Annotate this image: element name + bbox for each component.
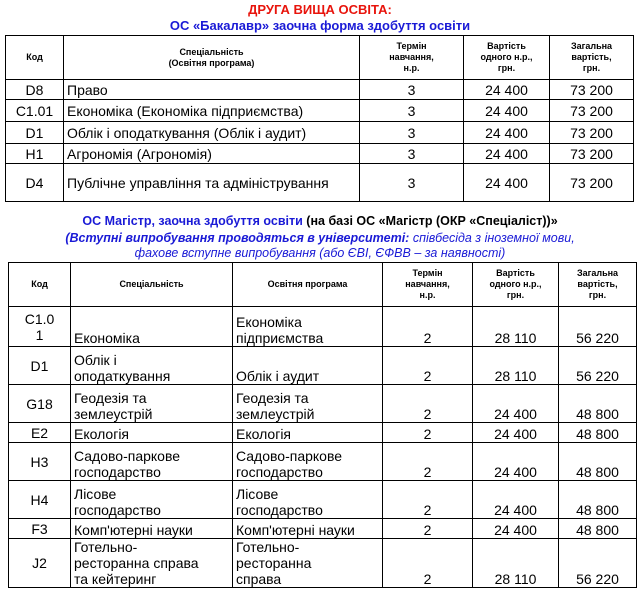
cell-cost: 24 400	[464, 122, 550, 144]
cell-term: 3	[360, 144, 464, 164]
bachelor-table	[5, 35, 634, 202]
cell-specialty: Економіка	[71, 307, 233, 347]
header-term: Термін навчання, н.р.	[383, 263, 473, 307]
cell-code: D4	[6, 164, 64, 202]
table-row	[6, 122, 634, 144]
cell-cost: 28 110	[473, 307, 559, 347]
cell-term: 2	[383, 347, 473, 385]
cell-program: Комп'ютерні науки	[233, 519, 383, 539]
cell-term: 2	[383, 481, 473, 519]
cell-cost: 24 400	[464, 100, 550, 122]
cell-specialty: Агрономія (Агрономія)	[64, 144, 360, 164]
bachelor-table-header	[6, 36, 634, 80]
cell-total: 56 220	[559, 307, 637, 347]
cell-code: D1	[9, 347, 71, 385]
cell-specialty: Право	[64, 80, 360, 100]
master-section-title: ОС Магістр, заочна здобуття освіти (на базі ОС «Магістр (ОКР «Спеціаліст))»	[82, 214, 558, 228]
cell-code: C1.0 1	[9, 307, 71, 347]
cell-program: Економіка підприємства	[233, 307, 383, 347]
cell-total: 48 800	[559, 443, 637, 481]
master-table	[8, 262, 637, 588]
header-cost: Вартість одного н.р., грн.	[473, 263, 559, 307]
table-row	[9, 443, 637, 481]
header-total: Загальна вартість, грн.	[550, 36, 634, 80]
cell-code: H3	[9, 443, 71, 481]
cell-code: H1	[6, 144, 64, 164]
cell-specialty: Облік і оподаткування (Облік і аудит)	[64, 122, 360, 144]
cell-cost: 24 400	[473, 519, 559, 539]
header-code: Код	[9, 263, 71, 307]
cell-cost: 24 400	[473, 385, 559, 423]
cell-term: 2	[383, 539, 473, 588]
cell-term: 2	[383, 423, 473, 443]
cell-term: 3	[360, 100, 464, 122]
cell-total: 56 220	[559, 347, 637, 385]
header-total: Загальна вартість, грн.	[559, 263, 637, 307]
cell-cost: 28 110	[473, 539, 559, 588]
header-cost: Вартість одного н.р., грн.	[464, 36, 550, 80]
cell-code: F3	[9, 519, 71, 539]
cell-specialty: Облік і оподаткування	[71, 347, 233, 385]
cell-cost: 24 400	[464, 144, 550, 164]
table-row	[9, 307, 637, 347]
table-row	[9, 385, 637, 423]
cell-code: C1.01	[6, 100, 64, 122]
cell-term: 3	[360, 164, 464, 202]
cell-specialty: Економіка (Економіка підприємства)	[64, 100, 360, 122]
cell-cost: 28 110	[473, 347, 559, 385]
cell-program: Садово-паркове господарство	[233, 443, 383, 481]
cell-term: 2	[383, 307, 473, 347]
cell-total: 73 200	[550, 100, 634, 122]
table-row	[9, 423, 637, 443]
cell-program: Облік і аудит	[233, 347, 383, 385]
cell-total: 48 800	[559, 481, 637, 519]
cell-term: 2	[383, 519, 473, 539]
cell-cost: 24 400	[473, 423, 559, 443]
cell-specialty: Комп'ютерні науки	[71, 519, 233, 539]
cell-specialty: Садово-паркове господарство	[71, 443, 233, 481]
master-section-note: (Вступні випробування проводяться в університеті: співбесіда з іноземної мови, фахове вступне випробування (або ЄВІ, ЄФВВ – за наявності)	[65, 231, 575, 260]
cell-cost: 24 400	[464, 164, 550, 202]
cell-term: 2	[383, 385, 473, 423]
cell-specialty: Екологія	[71, 423, 233, 443]
cell-specialty: Публічне управління та адміністрування	[64, 164, 360, 202]
header-term: Термін навчання, н.р.	[360, 36, 464, 80]
cell-total: 73 200	[550, 164, 634, 202]
cell-total: 73 200	[550, 144, 634, 164]
cell-total: 48 800	[559, 385, 637, 423]
cell-cost: 24 400	[473, 481, 559, 519]
cell-term: 2	[383, 443, 473, 481]
cell-code: E2	[9, 423, 71, 443]
cell-total: 73 200	[550, 80, 634, 100]
table-row	[6, 80, 634, 100]
cell-program: Геодезія та землеустрій	[233, 385, 383, 423]
table-row	[6, 164, 634, 202]
cell-code: H4	[9, 481, 71, 519]
cell-code: G18	[9, 385, 71, 423]
header-specialty: Спеціальність (Освітня програма)	[64, 36, 360, 80]
cell-term: 3	[360, 80, 464, 100]
cell-cost: 24 400	[473, 443, 559, 481]
cell-code: D8	[6, 80, 64, 100]
table-row	[9, 347, 637, 385]
table-row	[9, 519, 637, 539]
header-code: Код	[6, 36, 64, 80]
header-specialty: Спеціальність	[71, 263, 233, 307]
table-row	[9, 481, 637, 519]
cell-term: 3	[360, 122, 464, 144]
cell-total: 48 800	[559, 519, 637, 539]
cell-code: D1	[6, 122, 64, 144]
table-row	[6, 100, 634, 122]
master-table-header	[9, 263, 637, 307]
heading-bachelor-form: ОС «Бакалавр» заочна форма здобуття освіти	[169, 18, 471, 33]
cell-specialty: Геодезія та землеустрій	[71, 385, 233, 423]
cell-total: 73 200	[550, 122, 634, 144]
cell-program: Лісове господарство	[233, 481, 383, 519]
cell-program: Готельно- ресторанна справа	[233, 539, 383, 588]
cell-total: 56 220	[559, 539, 637, 588]
cell-specialty: Лісове господарство	[71, 481, 233, 519]
cell-specialty: Готельно- ресторанна справа та кейтеринг	[71, 539, 233, 588]
cell-program: Екологія	[233, 423, 383, 443]
cell-cost: 24 400	[464, 80, 550, 100]
cell-code: J2	[9, 539, 71, 588]
heading-second-higher-education: ДРУГА ВИЩА ОСВІТА:	[248, 2, 392, 17]
table-row	[6, 144, 634, 164]
header-program: Освітня програма	[233, 263, 383, 307]
table-row	[9, 539, 637, 588]
cell-total: 48 800	[559, 423, 637, 443]
